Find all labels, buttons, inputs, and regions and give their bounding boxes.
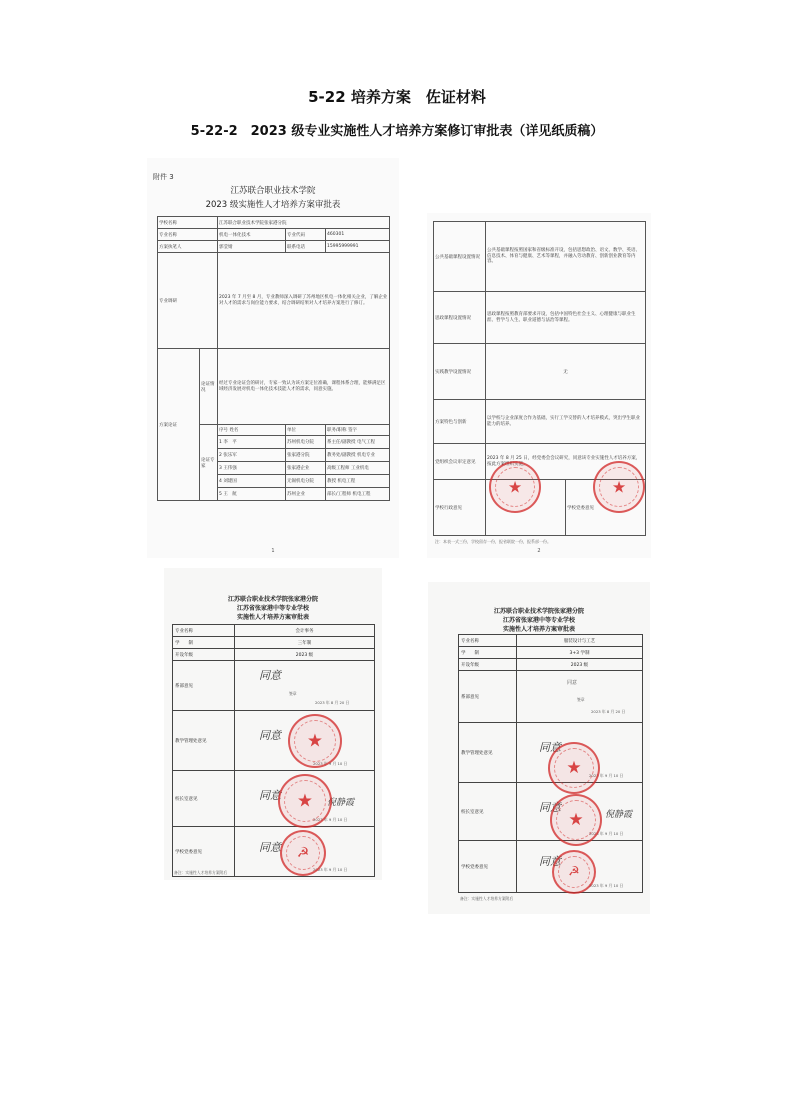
table-row: 高级工程师 工业机电	[326, 462, 390, 475]
form-table	[172, 624, 375, 877]
demo-label: 论证情况	[200, 349, 218, 425]
handwritten-approval: 同意	[539, 801, 561, 814]
footnote: 注：本表一式三份，学校留存一份，报省联院一份，报系部一份。	[435, 539, 551, 544]
approval-form-scan-3	[164, 568, 382, 880]
handwritten-approval: 同意	[259, 841, 281, 854]
date: 2023 年 8 月 20 日	[315, 700, 350, 705]
grade-value: 2023 级	[235, 649, 375, 661]
phone-value: 15995999991	[326, 241, 390, 253]
table-row: 4 刘建国	[218, 475, 286, 488]
red-seal: ★	[548, 742, 600, 794]
form-header-line: 江苏联合职业技术学院张家港分院	[227, 596, 318, 603]
approval-form-scan-1	[147, 158, 399, 558]
grade-value: 2023 级	[517, 659, 643, 671]
form-header-line: 江苏联合职业技术学院张家港分院	[493, 608, 584, 615]
form-header-line: 实施性人才培养方案审批表	[236, 614, 309, 621]
red-seal: ★	[288, 714, 342, 768]
footnote: 备注：实施性人才培养方案附后	[460, 896, 514, 901]
practice-value: 无	[486, 344, 646, 400]
red-seal: ★	[593, 461, 645, 513]
table-row: 1 李 平	[218, 436, 286, 449]
signature: 倪静霞	[327, 798, 355, 808]
party-opinion-label: 学校党委意见	[459, 841, 517, 893]
dept-opinion-cell	[235, 661, 375, 711]
table-row: 3 王伟强	[218, 462, 286, 475]
party-review-label: 党组织会议审定意见	[434, 444, 486, 480]
table-row: 张家港企业	[286, 462, 326, 475]
red-seal: ★	[489, 461, 541, 513]
grade-label: 开设年级	[459, 659, 517, 671]
table-row: 苏州机电分院	[286, 436, 326, 449]
red-seal: ☭	[552, 850, 596, 894]
date: 2023 年 9 月 10 日	[589, 773, 624, 778]
form-header-line: 江苏省张家港中等专业学校	[502, 617, 575, 624]
expert-header: 单位	[286, 425, 326, 436]
feature-text: 以学校与企业深度合作为基础，实行工学交替的人才培养模式，突出学生职业能力的培养。	[486, 400, 646, 444]
table-row: 教务处/副教授 机电专业	[326, 449, 390, 462]
signature: 倪静霞	[605, 810, 633, 820]
form-header-line: 实施性人才培养方案审批表	[502, 626, 575, 633]
author-value: 郭莹婧	[218, 241, 286, 253]
date: 2023 年 8 月 20 日	[591, 709, 626, 714]
form-title: 2023 级实施性人才培养方案审批表	[205, 200, 341, 210]
table-row: 苏州企业	[286, 488, 326, 501]
party-opinion-label: 学校党委意见	[567, 505, 594, 511]
handwritten-approval: 同意	[539, 741, 561, 754]
red-seal: ☭	[280, 830, 326, 876]
table-row: 张家港分院	[286, 449, 326, 462]
ideology-label: 思政课程设置情况	[434, 292, 486, 344]
major-value: 会计事务	[235, 625, 375, 637]
red-seal: ★	[278, 774, 332, 828]
section-label: 方案论证	[158, 349, 200, 501]
admin-opinion-label: 学校行政意见	[434, 480, 486, 536]
principal-opinion-label: 校长室意见	[459, 783, 517, 841]
date: 2023 年 9 月 10 日	[313, 817, 348, 822]
date: 2023 年 9 月 10 日	[313, 867, 348, 872]
sign-label: 签章	[289, 691, 297, 696]
party-opinion-label: 学校党委意见	[173, 827, 235, 877]
code-value: 460301	[326, 229, 390, 241]
approval-form-scan-2	[427, 213, 651, 558]
expert-header: 职务/职称 签字	[326, 425, 390, 436]
form-table	[157, 216, 390, 501]
phone-label: 联系电话	[286, 241, 326, 253]
form-header-line: 江苏省张家港中等专业学校	[236, 605, 309, 612]
school-label: 学校名称	[158, 217, 218, 229]
dept-opinion-cell	[517, 671, 643, 723]
major-value: 机电一体化技术	[218, 229, 286, 241]
handwritten-approval: 同意	[539, 855, 561, 868]
table-row: 2 张乐军	[218, 449, 286, 462]
approval-form-scan-4	[428, 582, 650, 914]
schooling-label: 学 制	[173, 637, 235, 649]
feature-label: 方案特色与创新	[434, 400, 486, 444]
school-value: 江苏联合职业技术学院张家港分院	[218, 217, 390, 229]
page-subheading: 5-22-2 2023 级专业实施性人才培养方案修订审批表（详见纸质稿）	[190, 124, 604, 139]
ideology-text: 思政课程按照教育部要求开设，包括中国特色社会主义、心理健康与职业生涯、哲学与人生、职业道德与法治等课程。	[486, 292, 646, 344]
table-row: 部长/工程师 机电工程	[326, 488, 390, 501]
major-label: 专业名称	[158, 229, 218, 241]
principal-opinion-label: 校长室意见	[173, 771, 235, 827]
date: 2023 年 9 月 10 日	[313, 761, 348, 766]
attachment-label: 附件 3	[153, 173, 174, 181]
demo-text: 经过专业论证会的研讨，专家一致认为该方案定位准确，课程体系合理，能够满足区域经济发展对机电一体化技术技能人才的需求，同意实施。	[218, 349, 390, 425]
code-label: 专业代码	[286, 229, 326, 241]
table-row: 系主任/副教授 电气工程	[326, 436, 390, 449]
date: 2023 年 9 月 10 日	[589, 831, 624, 836]
page-heading: 5-22 培养方案 佐证材料	[308, 88, 486, 106]
grade-label: 开设年级	[173, 649, 235, 661]
public-courses-label: 公共基础课程设置情况	[434, 222, 486, 292]
teaching-opinion-label: 教学管理处意见	[459, 723, 517, 783]
table-row: 教授 机电工程	[326, 475, 390, 488]
expert-header: 序号 姓名	[218, 425, 286, 436]
handwritten-approval: 同意	[259, 669, 281, 682]
schooling-label: 学 制	[459, 647, 517, 659]
table-row: 5 王 航	[218, 488, 286, 501]
dept-opinion-label: 系部意见	[459, 671, 517, 723]
handwritten-approval: 同意	[259, 789, 281, 802]
major-label: 专业名称	[459, 635, 517, 647]
red-seal: ★	[550, 794, 602, 846]
teaching-opinion-label: 教学管理处意见	[173, 711, 235, 771]
handwritten-approval: 同意	[259, 729, 281, 742]
major-value: 服装设计与工艺	[517, 635, 643, 647]
author-label: 方案执笔人	[158, 241, 218, 253]
practice-label: 实践教学设置情况	[434, 344, 486, 400]
experts-label: 论证专家	[200, 425, 218, 501]
page-number: 2	[537, 548, 541, 554]
schooling-value: 三年制	[235, 637, 375, 649]
research-text: 2023 年 7 月至 8 月，专业教师深入调研了苏州地区机电一体化相关企业，了解企业对人才的需求与岗位能力要求，结合调研结果对人才培养方案进行了修订。	[218, 253, 390, 349]
date: 2023 年 9 月 10 日	[589, 883, 624, 888]
party-review-text: 2023 年 8 月 25 日，经党委会会议研究，同意该专业实施性人才培养方案，按此方案组织实施。	[486, 444, 646, 480]
footnote: 备注：实施性人才培养方案附后	[174, 870, 228, 875]
major-label: 专业名称	[173, 625, 235, 637]
table-row: 无锡机电分院	[286, 475, 326, 488]
public-courses-text: 公共基础课程按照国家和省级标准开设，包括思想政治、语文、数学、英语、信息技术、体育与健康、艺术等课程，并融入劳动教育、创新创业教育等内容。	[486, 222, 646, 292]
page-number: 1	[271, 548, 275, 554]
research-label: 专业调研	[158, 253, 218, 349]
sign-label: 签章	[577, 697, 585, 702]
schooling-value: 3+3 学制	[517, 647, 643, 659]
school-name: 江苏联合职业技术学院	[230, 186, 316, 196]
dept-opinion-label: 系部意见	[173, 661, 235, 711]
approval-text: 同意	[567, 680, 578, 686]
